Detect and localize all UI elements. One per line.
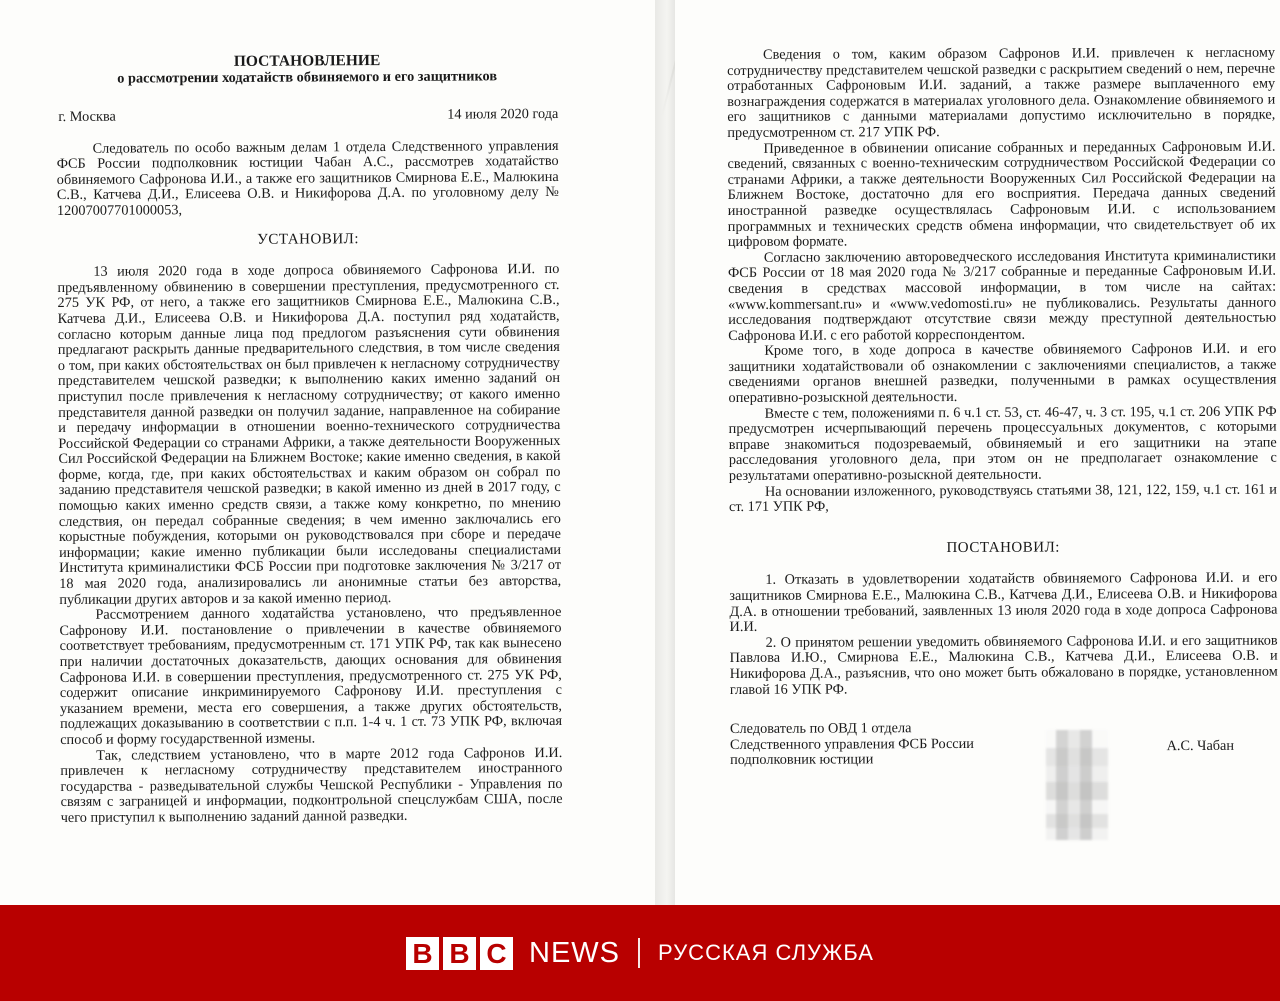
logo-letter: B <box>406 937 439 970</box>
signer-name: А.С. Чабан <box>1166 738 1235 755</box>
paragraph: Рассмотрением данного ходатайства установлено, что предъявленное Сафронову И.И. постановление о привлечении в качестве обвиняемого соответствует требованиям, предусмотренным ст. 171 УПК РФ, так как вынесено при наличии достаточных доказательств, дающих основания для обвинения Сафронова И.И. в совершении преступления, предусмотренного ст. 275 УК РФ, содержит описание инкриминируемого Сафронову И.И. преступления с указанием времени, места его совершения, а также других обстоятельств, подлежащих доказыванию в соответствии с п.п. 1-4 ч. 1 ст. 73 УПК РФ, включая способ и форму государственной измены. <box>59 604 563 748</box>
paragraph: Сведения о том, каким образом Сафронов И.И. привлечен к негласному сотрудничеству представителем чешской разведки с раскрытием сведений о нем, перечне отработанных Сафроновым И.И. заданий, а также размере выплаченного ему вознаграждения содержатся в материалах уголовного дела. Ознакомление обвиняемого и его защитников с данными материалами допустимо исключительно в порядке, предусмотренном ст. 217 УПК РФ. <box>727 44 1276 141</box>
city: г. Москва <box>58 108 116 125</box>
left-page <box>0 0 655 905</box>
logo-letter: B <box>443 937 476 970</box>
paragraph: Так, следствием установлено, что в марте 2012 года Сафронов И.И. привлечен к негласному сотрудничеству представителем иностранного государства - разведывательной службы Чешской Республики - Управления по связям с заграницей и информации, подконтрольной спецслужбам США, после чего приступил к выполнению заданий данной разведки. <box>60 744 563 826</box>
redacted-signature <box>1046 730 1108 840</box>
banner-divider <box>638 938 640 968</box>
intro-paragraph: Следователь по особо важным делам 1 отдела Следственного управления ФСБ России подполковник юстиции Чабан А.С., рассмотрев ходатайство обвиняемого Сафронова И.И., а также его защитников Смирнова Е.Е., Малюкина С.В., Катчева Д.И., Елисеева О.В. и Никифорова Д.А. по уголовному делу № 12007007701000053, <box>56 137 559 219</box>
service-name: РУССКАЯ СЛУЖБА <box>658 940 874 965</box>
paragraph: Кроме того, в ходе допроса в качестве обвиняемого Сафронов И.И. и его защитники ходатайствовали об ознакомлении с заключениями специалистов, а также сведениями органов внешней разведки, полученными в рамках осуществления оперативно-розыскной деятельности. <box>728 340 1277 407</box>
decision-item: 2. О принятом решении уведомить обвиняемого Сафронова И.И. и его защитников Павлова И.Ю., Смирнова Е.Е., Малюкина С.В., Катчева Д.И., Елисеева О.В. и Никифорова Д.А., разъяснив, что оно может быть обжаловано в порядке, установленном главой 16 УПК РФ. <box>729 632 1278 698</box>
news-wordmark: NEWS <box>529 936 621 969</box>
right-page <box>675 0 1280 905</box>
paragraph: Приведенное в обвинении описание собранных и переданных Сафроновым И.И. сведений, связанных с военно-техническим сотрудничеством Российской Федерации со странами Африки, а также деятельности Вооруженных Сил Российской Федерации на Ближнем Востоке, достаточно для его восприятия. Передача данных сведений иностранной разведке осуществлялась Сафроновым И.И. с использованием программных и технических средств обмена информации, что свидетельствует об их цифровом формате. <box>727 138 1276 251</box>
paragraph: Вместе с тем, положениями п. 6 ч.1 ст. 53, ст. 46-47, ч. 3 ст. 195, ч.1 ст. 206 УПК РФ предусмотрен исчерпывающий перечень процессуальных документов, с которыми вправе знакомиться подозреваемый, обвиняемый и его защитники на этапе расследования уголовного дела, при этом он не предполагает ознакомление с результатами оперативно-розыскной деятельности. <box>728 403 1277 485</box>
place-date-line <box>56 107 558 126</box>
heading-decided: ПОСТАНОВИЛ: <box>946 539 1060 556</box>
signature-block <box>730 720 1278 769</box>
document-subtitle: о рассмотрении ходатайств обвиняемого и его защитников <box>117 68 498 87</box>
paragraph: На основании изложенного, руководствуясь статьями 38, 121, 122, 159, ч.1 ст. 161 и ст. 171 УПК РФ, <box>728 481 1277 516</box>
heading-established: УСТАНОВИЛ: <box>257 230 360 248</box>
left-column <box>56 51 563 827</box>
paragraph: Согласно заключению автороведческого исследования Института криминалистики ФСБ России от 18 мая 2020 года № 3/217 собранные и переданные Сафроновым И.И. сведения в средствах массовой информации, в том числе на сайтах: «www.kommersant.ru» и «www.vedomosti.ru» не публиковались. Результаты данного исследования подтверждают отсутствие связи между преступной деятельностью Сафронова И.И. с его работой корреспондентом. <box>727 247 1277 344</box>
signature-line: подполковник юстиции <box>730 751 874 769</box>
right-column <box>727 46 1278 769</box>
signature-line: Следственного управления ФСБ России <box>730 735 974 753</box>
bbc-banner <box>0 905 1280 1001</box>
paragraph: 13 июля 2020 года в ходе допроса обвиняемого Сафронова И.И. по предъявленному обвинению в совершении преступления, предусмотренного ст. 275 УК РФ, от него, а также его защитников Смирнова Е.Е., Малюкина С.В., Катчева Д.И., Елисеева О.В. и Никифорова Д.А. поступил ряд ходатайств, согласно которым данные лица под предлогом разъяснения сути обвинения предлагают раскрыть данные предварительного следствия, в том числе сведения о том, при каких обстоятельствах он был привлечен к негласному сотрудничеству представителем чешской разведки; к выполнению каких именно заданий он приступил после привлечения к негласному сотрудничеству; от какого именно представителя данной разведки он получил задание, направленное на собирание и передачу информации в отношении военно-технического сотрудничества Российской Федерации со странами Африки, а также деятельности Вооруженных Сил Российской Федерации на Ближнем Востоке; какие именно сведения, в какой форме, когда, где, при каких обстоятельствах и каким образом он собрал по заданию представителя чешской разведки; в какой именно из дней в 2017 году, с помощью каких именно средств связи, а также кому конкретно, по мнению следствия, он передал собранные сведения; в чем именно заключались его корыстные побуждения, которыми он руководствовался при сборе и передаче информации; какие именно публикации были исследованы специалистами Института криминалистики ФСБ России при подготовке заключения № 3/217 от 18 мая 2020 года, анализировались ли анонимные статьи без авторства, публикации других авторов и за какой именно период. <box>57 261 562 608</box>
logo-letter: C <box>480 937 513 970</box>
signature-line: Следователь по ОВД 1 отдела <box>729 720 912 738</box>
document-date: 14 июля 2020 года <box>447 105 559 123</box>
bbc-logo <box>406 937 513 970</box>
page-gutter <box>655 0 675 905</box>
document-title: ПОСТАНОВЛЕНИЕ <box>233 52 381 70</box>
decision-item: 1. Отказать в удовлетворении ходатайств обвиняемого Сафронова И.И. и его защитников Смирнова Е.Е., Малюкина С.В., Катчева Д.И., Елисеева О.В. и Никифорова Д.А. в отношении требований, заявленных 13 июля 2020 года в ходе допроса Сафронова И.И. <box>729 570 1278 636</box>
